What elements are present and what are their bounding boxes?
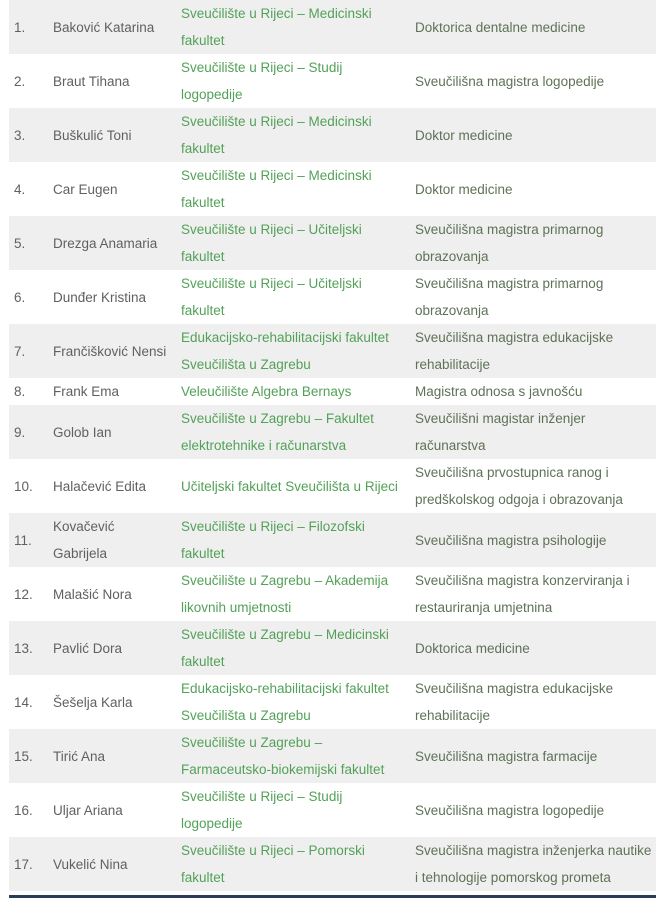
table-row: [9, 0, 656, 54]
institution: Sveučilište u Zagrebu – Fakultet elektrotehnike i računarstva: [181, 411, 374, 453]
graduate-name: Kovačević Gabrijela: [53, 519, 115, 561]
graduate-name: Frančišković Nensi: [53, 343, 167, 359]
table-row: [9, 405, 656, 459]
table-row: [9, 270, 656, 324]
graduate-name: Tirić Ana: [53, 748, 106, 764]
degree-title: Doktorica dentalne medicine: [415, 19, 586, 35]
degree-title: Doktor medicine: [415, 181, 513, 197]
graduate-name: Vukelić Nina: [53, 856, 128, 872]
graduates-table: [9, 0, 656, 891]
institution: Sveučilište u Rijeci – Učiteljski fakultet: [181, 276, 362, 318]
table-row: [9, 837, 656, 891]
table-row: [9, 621, 656, 675]
table-row: [9, 54, 656, 108]
institution: Učiteljski fakultet Sveučilišta u Rijeci: [181, 478, 398, 494]
institution: Sveučilište u Rijeci – Studij logopedije: [181, 60, 343, 102]
row-number: 10.: [14, 478, 33, 494]
institution: Sveučilište u Zagrebu – Medicinski fakultet: [181, 627, 389, 669]
graduate-name: Braut Tihana: [53, 73, 130, 89]
table-row: [9, 108, 656, 162]
row-number: 16.: [14, 802, 33, 818]
table-row: [9, 459, 656, 513]
institution: Edukacijsko-rehabilitacijski fakultet Sveučilišta u Zagrebu: [181, 330, 389, 372]
degree-title: Sveučilišni magistar inženjer računarstva: [415, 411, 586, 453]
degree-title: Sveučilišna magistra inženjerka nautike i tehnologije pomorskog prometa: [415, 843, 652, 885]
row-number: 7.: [14, 343, 26, 359]
graduate-name: Uljar Ariana: [53, 802, 123, 818]
table-row: [9, 675, 656, 729]
institution: Sveučilište u Rijeci – Medicinski fakultet: [181, 168, 372, 210]
institution: Sveučilište u Rijeci – Studij logopedije: [181, 789, 343, 831]
institution: Sveučilište u Rijeci – Medicinski fakultet: [181, 6, 372, 48]
institution: Sveučilište u Rijeci – Učiteljski fakultet: [181, 222, 362, 264]
degree-title: Sveučilišna magistra psihologije: [415, 532, 607, 548]
row-number: 9.: [14, 424, 26, 440]
graduate-name: Drezga Anamaria: [53, 235, 158, 251]
graduate-name: Halačević Edita: [53, 478, 147, 494]
degree-title: Sveučilišna magistra edukacijske rehabilitacije: [415, 681, 614, 723]
degree-title: Sveučilišna magistra primarnog obrazovanja: [415, 222, 604, 264]
institution: Sveučilište u Rijeci – Medicinski fakultet: [181, 114, 372, 156]
graduate-name: Golob Ian: [53, 424, 112, 440]
degree-title: Doktor medicine: [415, 127, 513, 143]
table-row: [9, 216, 656, 270]
graduate-name: Car Eugen: [53, 181, 118, 197]
graduate-name: Pavlić Dora: [53, 640, 123, 656]
degree-title: Sveučilišna magistra konzerviranja i restauriranja umjetnina: [415, 573, 630, 615]
institution: Edukacijsko-rehabilitacijski fakultet Sveučilišta u Zagrebu: [181, 681, 389, 723]
row-number: 5.: [14, 235, 26, 251]
row-number: 14.: [14, 694, 33, 710]
institution: Veleučilište Algebra Bernays: [181, 384, 352, 399]
graduate-name: Buškulić Toni: [53, 127, 132, 143]
degree-title: Sveučilišna prvostupnica ranog i predškolskog odgoja i obrazovanja: [415, 465, 623, 507]
degree-title: Doktorica medicine: [415, 640, 530, 656]
table-row: [9, 783, 656, 837]
row-number: 11.: [14, 532, 32, 548]
degree-title: Sveučilišna magistra primarnog obrazovanja: [415, 276, 604, 318]
graduate-name: Malašić Nora: [53, 586, 132, 602]
row-number: 17.: [14, 856, 33, 872]
institution: Sveučilište u Zagrebu – Farmaceutsko-biokemijski fakultet: [181, 735, 385, 777]
table-row: [9, 513, 656, 567]
row-number: 3.: [14, 127, 26, 143]
graduates-table-body: [9, 0, 656, 891]
row-number: 8.: [14, 384, 26, 399]
row-number: 15.: [14, 748, 33, 764]
institution: Sveučilište u Zagrebu – Akademija likovnih umjetnosti: [181, 573, 389, 615]
degree-title: Sveučilišna magistra edukacijske rehabilitacije: [415, 330, 614, 372]
table-row: [9, 378, 656, 405]
graduate-name: Šešelja Karla: [53, 694, 133, 710]
table-row: [9, 324, 656, 378]
table-row: [9, 162, 656, 216]
table-row: [9, 729, 656, 783]
graduate-name: Dunđer Kristina: [53, 289, 147, 305]
institution: Sveučilište u Rijeci – Pomorski fakultet: [181, 843, 365, 885]
degree-title: Sveučilišna magistra logopedije: [415, 73, 605, 89]
row-number: 6.: [14, 289, 26, 305]
degree-title: Sveučilišna magistra logopedije: [415, 802, 605, 818]
row-number: 12.: [14, 586, 33, 602]
table-row: [9, 567, 656, 621]
row-number: 1.: [14, 19, 26, 35]
institution: Sveučilište u Rijeci – Filozofski fakultet: [181, 519, 365, 561]
row-number: 13.: [14, 640, 33, 656]
row-number: 4.: [14, 181, 26, 197]
degree-title: Sveučilišna magistra farmacije: [415, 748, 598, 764]
row-number: 2.: [14, 73, 26, 89]
degree-title: Magistra odnosa s javnošću: [415, 384, 583, 399]
graduate-name: Baković Katarina: [53, 19, 155, 35]
graduate-name: Frank Ema: [53, 384, 120, 399]
